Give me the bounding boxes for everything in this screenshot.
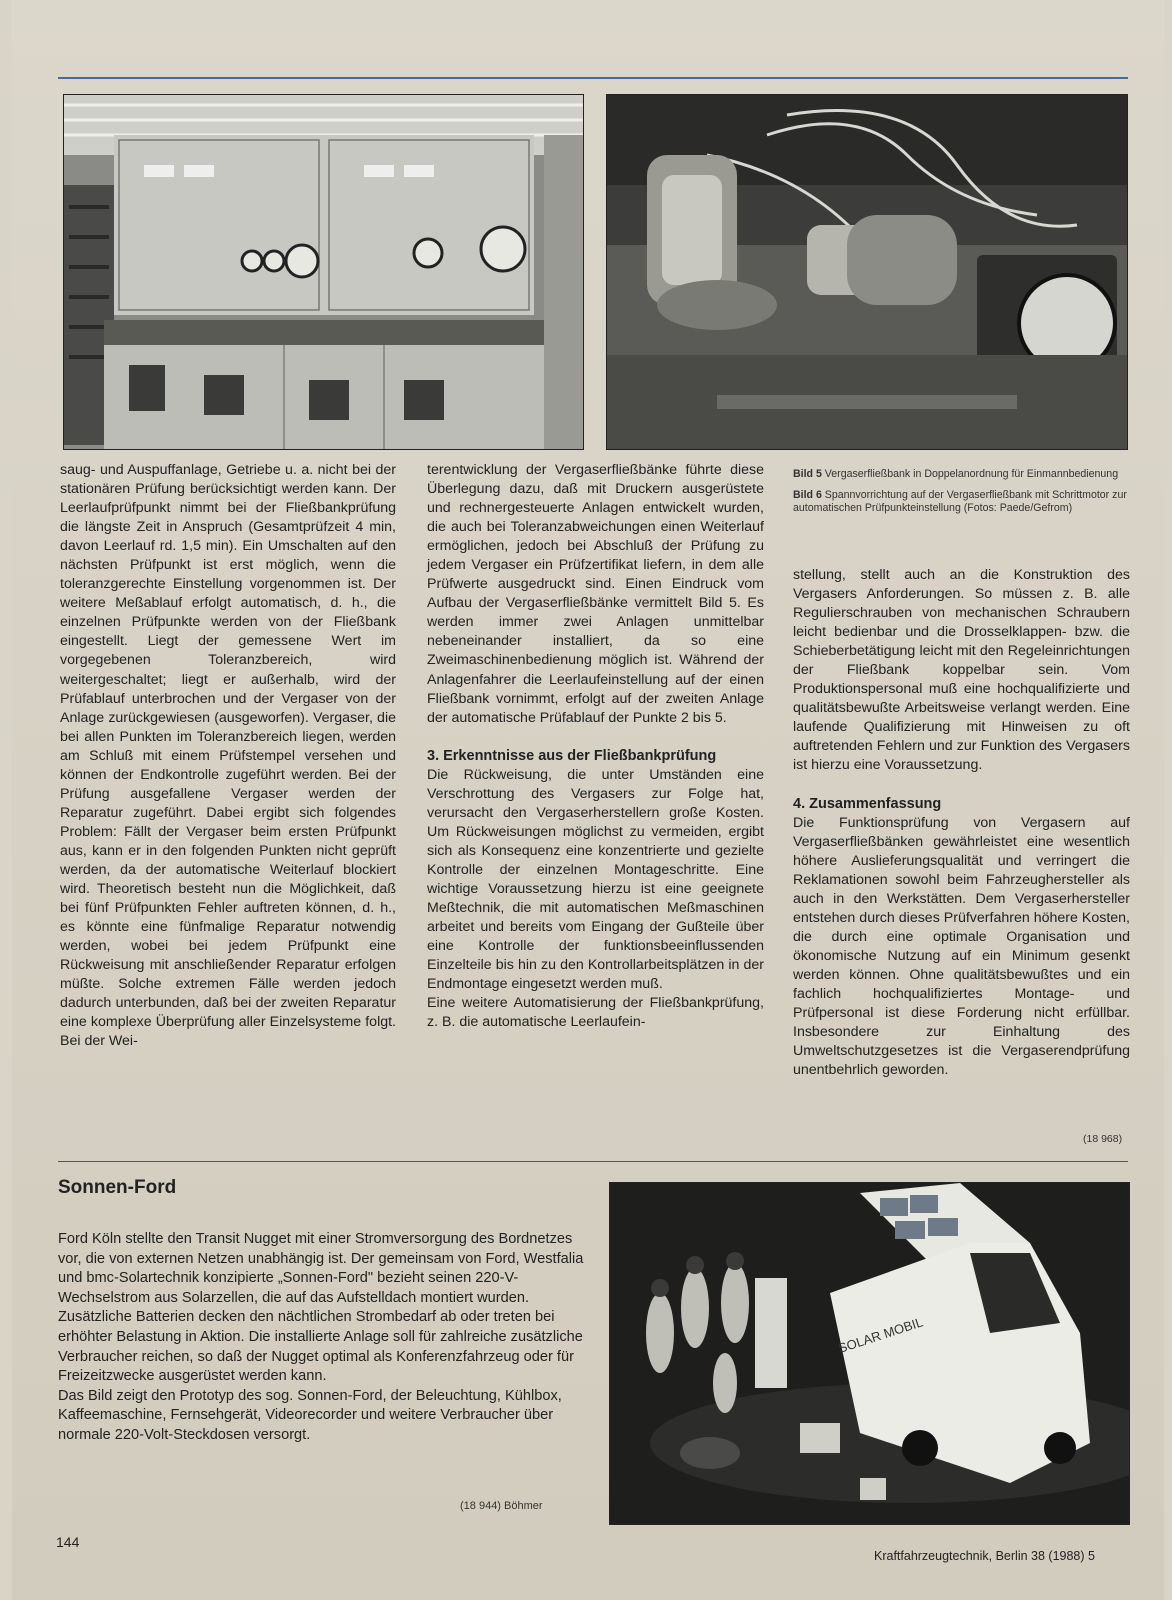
sonnen-ford-paragraph-1: Ford Köln stellte den Transit Nugget mit einer Stromversorgung des Bordnetzes vor, die von externen Netzen unabhängig ist. Der gemeinsam von Ford, Westfalia und bmc-Solartechnik konzipierte „Sonnen-Ford" bezieht seinen 220-V-Wechselstrom aus Solarzellen, die auf das Aufstelldach montiert wurden. Zusätzliche Batterien decken den nächtlichen Strombedarf ab oder treten bei erhöhter Belastung in Aktion. Die installierte Anlage soll für zahlreiche zusätzliche Verbraucher reichen, so daß der Nugget optimal als Konferenzfahrzeug oder für Freizeitzwecke ausgerüstet werden kann. <box>58 1231 584 1385</box>
column-2 <box>427 461 764 1032</box>
figure-captions <box>793 468 1130 523</box>
photo-bild6 <box>606 94 1128 450</box>
section-3-heading: 3. Erkenntnisse aus der Fließbankprüfung <box>427 747 717 764</box>
column-2-paragraph-2: Die Rückweisung, die unter Umständen eine Verschrottung des Vergasers zur Folge hat, verursacht den Vergaserherstellern große Kosten. Um Rückweisungen möglichst zu vermeiden, ergibt sich als Konsequenz eine konzentrierte und gezielte Kontrolle der einzelnen Montageschritte. Eine wichtige Voraussetzung hierzu ist eine geeignete Meßtechnik, die mit automatischen Meßmaschinen arbeitet und bereits vom Eingang der Gußteile über eine Kontrolle der funktionsbeeinflussenden Einzelteile bis hin zu den Kontrollarbeitsplätzen in der Endmontage eingesetzt werden muß. <box>427 766 764 993</box>
column-1-text: saug- und Auspuffanlage, Getriebe u. a. nicht bei der stationären Prüfung berücksichtigt werden kann. Der Leerlaufprüfpunkt nimmt bei der Fließbankprüfung die längste Zeit in Anspruch (Gesamtprüfzeit 4 min, davon Leerlauf rd. 1,5 min). Ein Umschalten auf den nächsten Prüfpunkt ist erst möglich, wenn die toleranzgerechte Einstellung vorgenommen ist. Der weitere Meßablauf erfolgt automatisch, d. h., die einzelnen Prüfpunkte werden von der Fließbank eingestellt. Liegt der gemessene Wert im vorgegebenen Toleranzbereich, wird weitergeschaltet; liegt er außerhalb, wird der Prüfablauf unterbrochen und der Vergaser von der Anlage zurückgewiesen (ausgeworfen). Vergaser, die bei allen Punkten im Toleranzbereich liegen, werden am Schluß mit einem Prüfstempel versehen und können der Endkontrolle zugeführt werden. Bei der Prüfung ausgefallene Vergaser werden der Reparatur zugeführt. Dabei ergibt sich folgendes Problem: Fällt der Vergaser beim ersten Prüfpunkt aus, kann er in den folgenden Punkten nicht geprüft werden, da der automatische Weiterlauf blockiert wird. Theoretisch besteht nun die Möglichkeit, daß bei fünf Prüfpunkten Fehler auftreten können, d. h., es könnte eine fünfmalige Reparatur notwendig werden, wobei bei jedem Prüfpunkt eine Rückweisung mit anschließender Reparatur erfolgen müßte. Solche extremen Fälle werden jedoch dadurch unterbunden, daß bei der zweiten Reparatur eine komplexe Überprüfung aller Einzelsysteme folgt. Bei der Wei- <box>60 462 396 1050</box>
journal-footer: Kraftfahrzeugtechnik, Berlin 38 (1988) 5 <box>874 1549 1095 1563</box>
caption-bild5: Bild 5 Vergaserfließbank in Doppelanordnung für Einmannbedienung <box>793 468 1119 480</box>
column-1 <box>60 461 396 1051</box>
article-reference: (18 968) <box>1083 1133 1123 1145</box>
van-solar-label: SOLAR MOBIL <box>836 1314 925 1356</box>
column-3-paragraph-2: Die Funktionsprüfung von Vergasern auf Vergaserfließbänken gewährleistet eine wesentlich höhere Auslieferungsqualität und verringert die Reklamationen sowohl beim Fahrzeughersteller als auch in den Werkstätten. Dem Vergaserhersteller entstehen durch dieses Prüfverfahren höhere Kosten, die durch eine optimale Organisation und ökonomische Nutzung auf ein Minimum gesenkt werden können. Ohne qualitätsbewußtes und ein fachlich hochqualifiziertes Montage- und Prüfpersonal ist diese Forderung nicht erfüllbar. Insbesondere zur Einhaltung des Umweltschutzgesetzes ist die Vergaserendprüfung unentbehrlich geworden. <box>793 814 1130 1079</box>
sonnen-ford-paragraph-2: Das Bild zeigt den Prototyp des sog. Sonnen-Ford, der Beleuchtung, Kühlbox, Kaffeemaschine, Fernsehgerät, Videorecorder und weitere Verbraucher über normale 220-Volt-Steckdosen versorgt. <box>58 1387 562 1443</box>
column-2-paragraph-3: Eine weitere Automatisierung der Fließbankprüfung, z. B. die automatische Leerlaufein- <box>427 995 764 1031</box>
page-number: 144 <box>56 1534 80 1550</box>
sonnen-ford-title: Sonnen-Ford <box>58 1177 177 1198</box>
sonnen-ford-text <box>58 1230 598 1446</box>
column-2-paragraph-1: terentwicklung der Vergaserfließbänke führte diese Überlegung dazu, daß mit Druckern ausgerüstete und rechnergesteuerte Anlagen entwickelt wurden, die auch bei Toleranzabweichungen einen Weiterlauf ermöglichen, jedoch bei Abschluß der Prüfung zu jedem Vergaser ein Prüfzertifikat liefern, in dem alle Prüfwerte ausgedruckt sind. Einen Eindruck vom Aufbau der Vergaserfließbänke vermittelt Bild 5. Es werden immer zwei Anlagen unmittelbar nebeneinander installiert, da so eine Zweimaschinenbedienung möglich ist. Während der Anlagenfahrer die Leerlaufeinstellung auf der einen Fließbank vornimmt, erfolgt auf der zweiten Anlage der automatische Prüfablauf der Punkte 2 bis 5. <box>427 462 764 726</box>
photo-sonnen-ford <box>609 1182 1130 1525</box>
section-divider <box>58 1161 1128 1162</box>
column-3-paragraph-1: stellung, stellt auch an die Konstruktion des Vergasers Anforderungen. So müssen z. B. alle Regulierschrauben von mechanischen Schraubern leicht bedienbar und die Drosselklappen- bzw. die Schieberbetätigung leicht mit den Regeleinrichtungen der Fließbank koppelbar sein. Vom Produktionspersonal muß eine hochqualifizierte und qualitätsbewußte Arbeitsweise verlangt werden. Eine laufende Qualifizierung mit Hinweisen zu oft auftretenden Fehlern und zur Funktion des Vergasers ist hierzu eine Voraussetzung. <box>793 567 1130 774</box>
caption-bild6: Bild 6 Spannvorrichtung auf der Vergaserfließbank mit Schrittmotor zur automatischen Prüfpunkteinstellung (Fotos: Paede/Gefrom) <box>793 488 1127 514</box>
photo-bild5 <box>63 94 584 450</box>
column-3 <box>793 566 1130 1080</box>
sonnen-ford-reference: (18 944) Böhmer <box>460 1500 543 1512</box>
section-4-heading: 4. Zusammenfassung <box>793 795 942 812</box>
top-rule <box>58 77 1128 79</box>
